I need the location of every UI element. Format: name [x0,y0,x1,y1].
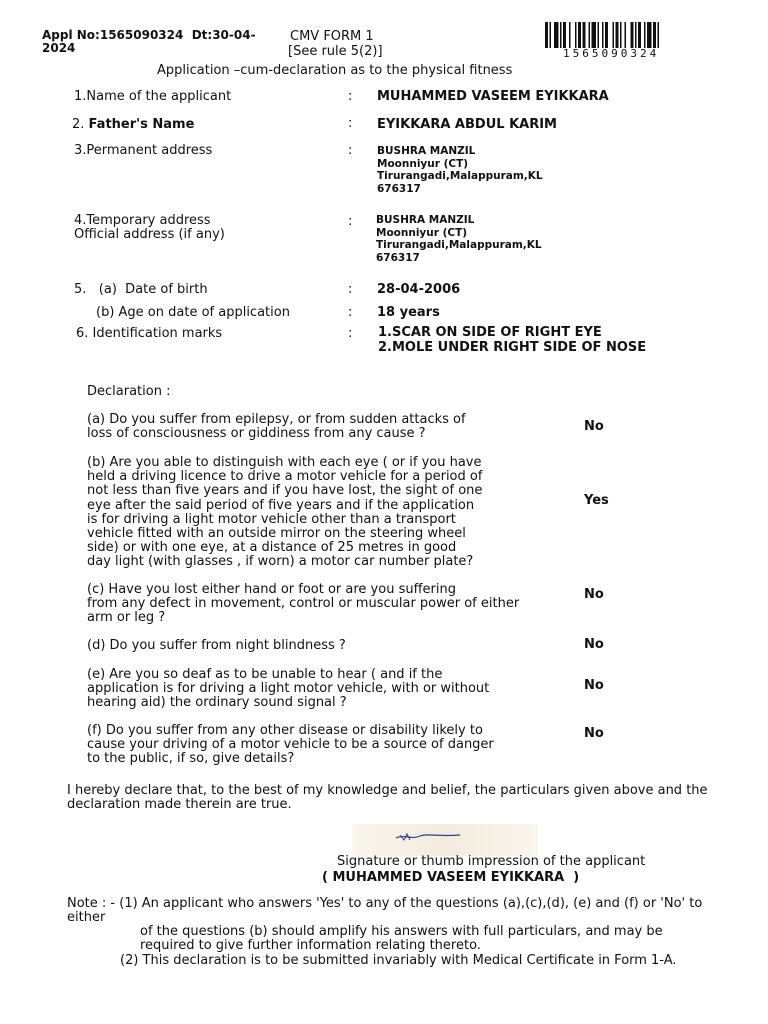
name-label: 1.Name of the applicant [74,89,232,104]
answer-b: Yes [584,493,609,508]
question-b: (b) Are you able to distinguish with each eye ( or if you have held a driving licence to drive a motor vehicle for a period of not less than five years and if you have lost, the sight of one eye after the said period of five years and if the application is for driving a light motor vehicle other than a transport vehicle fitted with an outside mirror on the steering wheel side) or with one eye, at a distance of 25 metres in good day light (with glasses , if worn) a motor car number plate? [87,455,483,570]
signature-image [352,824,538,856]
form-name: CMV FORM 1 [290,29,374,44]
colon: : [348,214,353,229]
answer-a: No [584,419,604,434]
declaration-heading: Declaration : [87,384,171,399]
identification-marks-label: 6. Identification marks [76,326,223,341]
rule-reference: [See rule 5(2)] [288,44,383,59]
barcode-number: 1565090324 [563,47,660,60]
note-2: (2) This declaration is to be submitted invariably with Medical Certificate in Form 1-A. [120,953,677,968]
colon: : [348,89,353,104]
answer-d: No [584,637,604,652]
colon: : [348,116,353,131]
age-label: (b) Age on date of application [96,305,290,320]
question-a: (a) Do you suffer from epilepsy, or from sudden attacks of loss of consciousness or giddiness from any cause ? [87,412,466,442]
application-number: Appl No:1565090324 Dt:30-04- 2024 [42,28,256,55]
dob-value: 28-04-2006 [377,282,461,297]
answer-f: No [584,726,604,741]
permanent-address-value: BUSHRA MANZIL Moonniyur (CT) Tirurangadi,Malappuram,KL 676317 [377,145,543,195]
colon: : [348,305,353,320]
father-value: EYIKKARA ABDUL KARIM [377,117,557,132]
signature-name: ( MUHAMMED VASEEM EYIKKARA ) [322,870,580,885]
note-1: Note : - (1) An applicant who answers 'Yes' to any of the questions (a),(c),(d), (e) and (f) or 'No' to either [67,896,703,926]
colon: : [348,326,353,341]
identification-marks-value: 1.SCAR ON SIDE OF RIGHT EYE 2.MOLE UNDER RIGHT SIDE OF NOSE [378,325,647,355]
temporary-address-value: BUSHRA MANZIL Moonniyur (CT) Tirurangadi,Malappuram,KL 676317 [376,214,542,264]
answer-e: No [584,678,604,693]
name-value: MUHAMMED VASEEM EYIKKARA [377,89,609,104]
barcode [545,22,713,48]
permanent-address-label: 3.Permanent address [74,143,213,158]
colon: : [348,143,353,158]
question-e: (e) Are you so deaf as to be unable to hear ( and if the application is for driving a light motor vehicle, with or without hearing aid) the ordinary sound signal ? [87,667,490,711]
age-value: 18 years [377,305,440,320]
colon: : [348,282,353,297]
father-label: 2. Father's Name [72,117,195,132]
note-1-continued: of the questions (b) should amplify his answers with full particulars, and may be required to give further information relating thereto. [140,924,663,954]
question-f: (f) Do you suffer from any other disease or disability likely to cause your driving of a motor vehicle to be a source of danger to the public, if so, give details? [87,723,494,767]
affirmation-text: I hereby declare that, to the best of my knowledge and belief, the particulars given above and the declaration made therein are true. [67,783,708,813]
signature-caption: Signature or thumb impression of the applicant [337,854,646,869]
form-subtitle: Application –cum-declaration as to the physical fitness [157,63,513,78]
answer-c: No [584,587,604,602]
dob-label: 5. (a) Date of birth [74,282,208,297]
question-d: (d) Do you suffer from night blindness ? [87,638,346,653]
temporary-address-label: 4.Temporary address Official address (if any) [74,213,225,242]
question-c: (c) Have you lost either hand or foot or are you suffering from any defect in movement, control or muscular power of either arm or leg ? [87,582,520,626]
